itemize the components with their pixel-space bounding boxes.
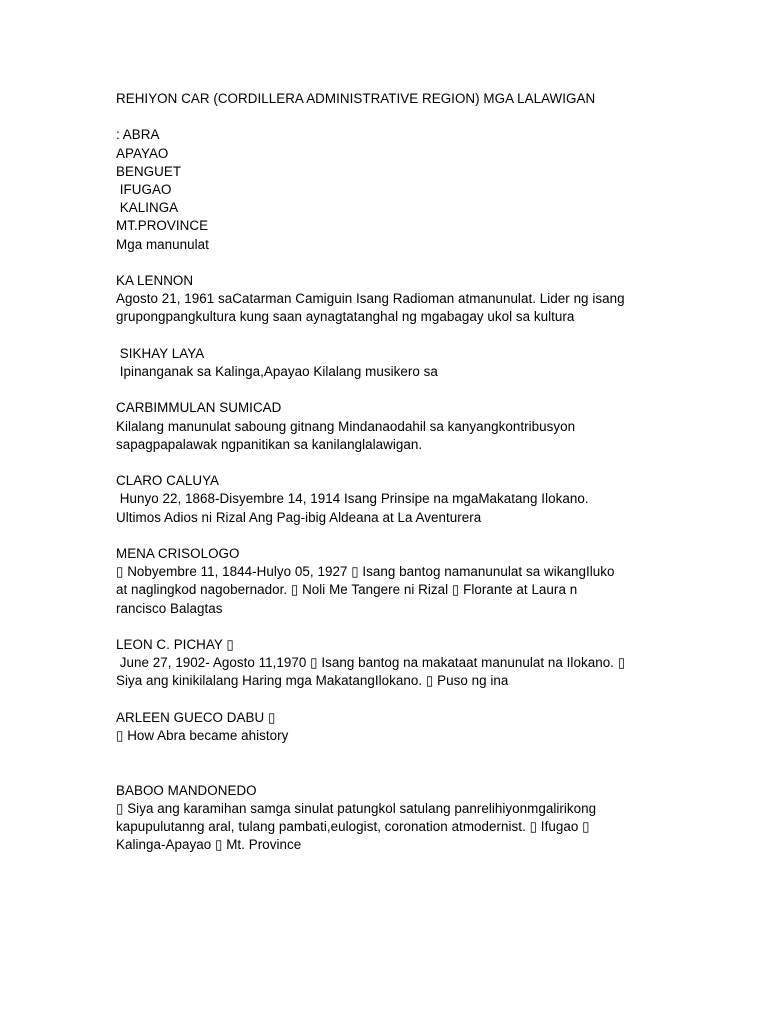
writer-entry-leon-pichay	[116, 636, 676, 691]
spacer	[116, 254, 676, 272]
province-item: APAYAO	[116, 145, 169, 161]
writer-description: Ipinanganak sa Kalinga,Apayao Kilalang musikero sa	[116, 364, 438, 379]
writer-name: LEON C. PICHAY ▯	[116, 636, 234, 652]
spacer	[116, 327, 676, 345]
writer-name: ARLEEN GUECO DABU ▯	[116, 709, 276, 725]
document-title: REHIYON CAR (CORDILLERA ADMINISTRATIVE REGION) MGA LALAWIGAN	[116, 91, 596, 106]
province-item: IFUGAO	[116, 182, 172, 197]
writer-description: Kalinga-Apayao ▯ Mt. Province	[116, 837, 302, 853]
writer-name: MENA CRISOLOGO	[116, 545, 240, 561]
spacer	[116, 454, 676, 472]
spacer	[116, 691, 676, 709]
province-item: : ABRA	[116, 127, 160, 143]
spacer	[116, 618, 676, 636]
writer-description: Hunyo 22, 1868-Disyembre 14, 1914 Isang Prinsipe na mgaMakatang Ilokano.	[116, 491, 589, 507]
writer-description: Siya ang kinikilalang Haring mga MakatangIlokano. ▯ Puso ng ina	[116, 673, 509, 689]
writer-entry-baboo-mandonedo	[116, 782, 676, 855]
spacer	[116, 745, 676, 763]
writer-entry-mena-crisologo	[116, 545, 676, 618]
writer-description: Ultimos Adios ni Rizal Ang Pag-ibig Aldeana at La Aventurera	[116, 509, 482, 525]
writer-name: BABOO MANDONEDO	[116, 782, 257, 798]
writer-description: ▯ How Abra became ahistory	[116, 727, 289, 743]
writer-description: Agosto 21, 1961 saCatarman Camiguin Isang Radioman atmanunulat. Lider ng isang	[116, 291, 625, 307]
writer-entry-ka-lennon	[116, 272, 676, 327]
province-item: BENGUET	[116, 163, 182, 179]
writer-name: SIKHAY LAYA	[116, 345, 205, 361]
writer-name: CARBIMMULAN SUMICAD	[116, 400, 282, 416]
writer-entry-sikhay-laya	[116, 345, 676, 381]
writer-name: KA LENNON	[116, 273, 194, 288]
writer-entry-claro-caluya	[116, 472, 676, 527]
writers-heading: Mga manunulat	[116, 236, 209, 252]
document-body	[116, 90, 676, 854]
writer-description: rancisco Balagtas	[116, 600, 223, 616]
writer-description: June 27, 1902- Agosto 11,1970 ▯ Isang bantog na makataat manunulat na Ilokano. ▯	[116, 655, 626, 671]
spacer	[116, 527, 676, 545]
writer-description: at naglingkod nagobernador. ▯ Noli Me Tangere ni Rizal ▯ Florante at Laura n	[116, 582, 578, 598]
writer-description: grupongpangkultura kung saan aynagtatanghal ng mgabagay ukol sa kultura	[116, 309, 575, 325]
province-item: KALINGA	[116, 200, 179, 216]
spacer	[116, 108, 676, 126]
writer-description: ▯ Siya ang karamihan samga sinulat patungkol satulang panrelihiyonmgalirikong	[116, 800, 597, 816]
writer-description: Kilalang manunulat saboung gitnang Mindanaodahil sa kanyangkontribusyon	[116, 418, 576, 434]
writer-entry-carbimmulan-sumicad	[116, 399, 676, 454]
writer-description: sapagpapalawak ngpanitikan sa kanilanglalawigan.	[116, 436, 423, 452]
writer-name: CLARO CALUYA	[116, 473, 220, 489]
writer-entry-arleen-gueco-dabu	[116, 709, 676, 745]
writer-description: ▯ Nobyembre 11, 1844-Hulyo 05, 1927 ▯ Isang bantog namanunulat sa wikangIluko	[116, 564, 615, 580]
province-list	[116, 126, 676, 235]
writer-description: kapupulutanng aral, tulang pambati,eulogist, coronation atmodernist. ▯ Ifugao ▯	[116, 818, 590, 834]
spacer	[116, 763, 676, 781]
province-item: MT.PROVINCE	[116, 218, 209, 234]
spacer	[116, 381, 676, 399]
